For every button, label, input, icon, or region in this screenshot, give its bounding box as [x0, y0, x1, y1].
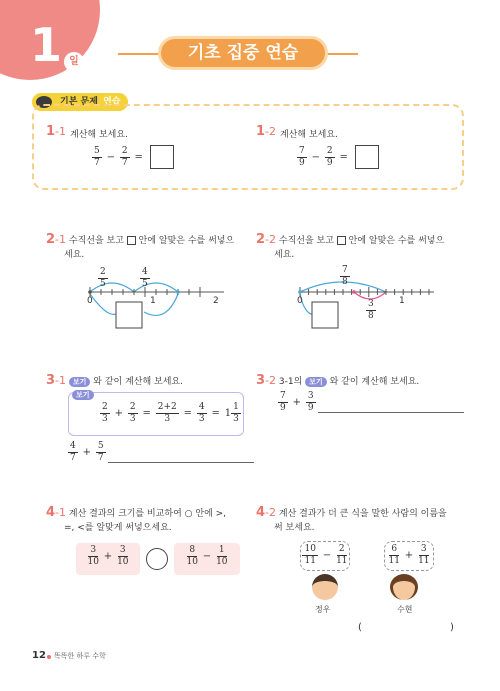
expression-1-2: $\frac{7}{9}$ − $\frac{2}{9}$ =	[297, 145, 379, 169]
book-title: 똑똑한 하루 수학	[54, 652, 106, 660]
answer-box[interactable]	[150, 145, 174, 169]
problem-text: 계산해 보세요.	[280, 130, 338, 140]
problem-3-1: 3-1 보기 와 같이 계산해 보세요.	[46, 373, 183, 388]
problem-1-2	[256, 124, 338, 140]
label-frac-3-8: $\frac{3}{8}$	[368, 299, 374, 321]
example-chip: 보기	[305, 377, 327, 387]
problem-number: 1-2	[256, 124, 277, 139]
right-expression-box: $\frac{8}{10}$ − $\frac{1}{10}$	[174, 543, 240, 575]
left-expression-box: $\frac{3}{10}$ + $\frac{3}{10}$	[76, 543, 140, 575]
speech-bubble-1: $\frac{10}{11}$ − $\frac{2}{11}$	[300, 541, 350, 571]
problem-number: 1-1	[46, 124, 67, 139]
problem-text: 계산해 보세요.	[70, 130, 128, 140]
avatar-boy	[312, 574, 338, 600]
answer-line[interactable]	[318, 399, 464, 413]
tick-label-0: 0	[87, 296, 93, 306]
label-frac-4-5: $\frac{4}{5}$	[142, 267, 148, 289]
tick-label-0: 0	[297, 296, 303, 306]
small-box-icon	[337, 236, 346, 245]
avatar-girl	[390, 574, 418, 600]
expression-1-1: $\frac{5}{7}$ − $\frac{2}{7}$ =	[92, 145, 174, 169]
page-title: 기초 집중 연습	[158, 36, 328, 70]
problem-number: 4-1	[46, 505, 67, 520]
problem-number: 2-2	[256, 232, 277, 247]
answer-paren-open: (	[358, 622, 362, 633]
small-box-icon	[127, 236, 136, 245]
section-label-main: 기본 문제	[60, 97, 98, 107]
name-2: 수현	[397, 605, 413, 614]
answer-blank[interactable]	[366, 622, 448, 636]
tick-label-1: 1	[399, 296, 405, 306]
answer-box[interactable]	[116, 302, 142, 328]
name-1: 정우	[315, 605, 331, 614]
example-expression: $\frac{2}{3}$ + $\frac{2}{3}$ = $\frac{2+2}{3}$ = $\frac{4}{3}$ = 1 $\frac{1}{3}$	[102, 402, 239, 424]
problem-number: 2-1	[46, 232, 67, 247]
problem-1-1	[46, 124, 128, 140]
speech-bubble-2: $\frac{6}{11}$ + $\frac{3}{11}$	[384, 541, 434, 571]
tick-label-2: 2	[213, 296, 219, 306]
problem-4-2: 4-2 계산 결과가 더 큰 식을 말한 사람의 이름을 써 보세요.	[256, 505, 447, 533]
answer-box[interactable]	[355, 145, 379, 169]
answer-paren-close: )	[450, 622, 454, 633]
expression-3-1: $\frac{4}{7}$ + $\frac{5}{7}$	[68, 442, 254, 463]
day-label: 일	[64, 52, 84, 72]
example-box-chip: 보기	[72, 390, 94, 400]
compare-circle[interactable]	[146, 548, 168, 570]
answer-line[interactable]	[108, 449, 254, 463]
section-label-accent: 연습	[103, 97, 121, 107]
problem-number: 3-2	[256, 373, 277, 388]
label-frac-2-5: $\frac{2}{5}$	[100, 267, 106, 289]
page-number: 12	[32, 650, 46, 661]
problem-3-2: 3-2 3-1의 보기 와 같이 계산해 보세요.	[256, 373, 420, 388]
problem-number: 4-2	[256, 505, 277, 520]
tick-label-1: 1	[150, 296, 156, 306]
expression-3-2: $\frac{7}{9}$ + $\frac{3}{9}$	[278, 392, 464, 413]
problem-number: 3-1	[46, 373, 67, 388]
problem-2-2: 2-2 수직선을 보고 안에 알맞은 수를 써넣으 세요.	[256, 232, 445, 260]
day-number: 1	[30, 18, 63, 72]
answer-box[interactable]	[312, 302, 338, 328]
problem-4-1: 4-1 계산 결과의 크기를 비교하여 ○ 안에 >, =, <를 알맞게 써넣으세요.	[46, 505, 227, 533]
example-chip: 보기	[69, 377, 91, 387]
label-frac-7-8: $\frac{7}{8}$	[342, 265, 348, 287]
problem-2-1: 2-1 수직선을 보고 안에 알맞은 수를 써넣으 세요.	[46, 232, 235, 260]
footer-dot	[47, 655, 51, 659]
